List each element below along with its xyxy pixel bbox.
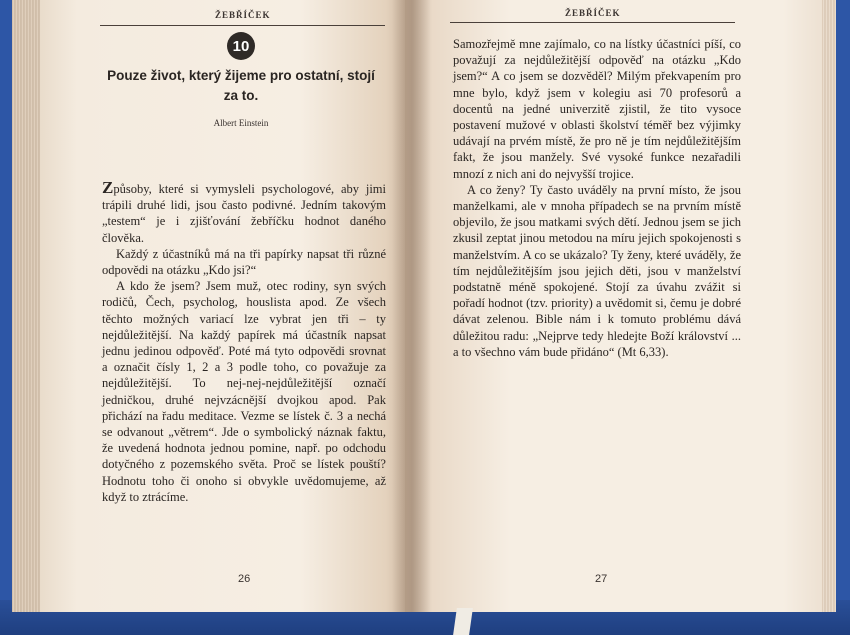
left-body-text (102, 180, 386, 505)
left-running-head: ŽEBŘÍČEK (215, 10, 271, 20)
right-body-text (453, 36, 741, 360)
right-page-number: 27 (595, 573, 608, 585)
paragraph (102, 180, 386, 246)
book-gutter (392, 0, 432, 612)
paragraph-text: působy, které si vymysleli psychologové, aby jimi trápili druhé lidi, jsou často podivné. Jedním takovým „testem“ je i zjišťování žebříčku hodnot daného člověka. (102, 182, 386, 245)
right-header-rule (450, 22, 735, 23)
paragraph: Každý z účastníků má na tři papírky napsat tři různé odpovědi na otázku „Kdo jsi?“ (102, 246, 386, 278)
chapter-motto: Pouze život, který žijeme pro ostatní, stojí za to. (107, 68, 375, 103)
paragraph: A co ženy? Ty často uváděly na první místo, že jsou manželkami, ale v mnoha případech se na prvním místě objevilo, že jsou matkami svých dětí. Jednou jsem se jich zkusil zeptat jinou metodou na míru jejich spokojenosti s manželstvím. A co se ukázalo? Ty ženy, které uváděly, že tím nejdůležitějším jsou jejich děti, jsou v manželství podstatně méně spokojené. Stojí za úvahu zvážit si pořadí hodnot (tzv. priority) a uvědomit si, čemu je dobré dávat zelenou. Bible nám i k tomuto problému dává důležitou radu: „Nejprve tedy hledejte Boží království ... a to všechno vám bude přidáno“ (Mt 6,33). (453, 182, 741, 359)
page-edges-right (822, 0, 836, 612)
left-header-rule (100, 25, 385, 26)
left-page-number: 26 (238, 573, 251, 585)
motto-author: Albert Einstein (213, 118, 269, 128)
right-running-head: ŽEBŘÍČEK (565, 8, 621, 18)
paragraph: Samozřejmě mne zajímalo, co na lístky účastníci píší, co považují za nejdůležitější odpověď na otázku „Kdo jsem?“ A co jsem se dozvěděl? Milým překvapením pro mne bylo, když jsem v kolegiu asi 70 profesorů a docentů na jedné univerzitě zjistil, že tito vysoce postavení mužové v oblasti školství téměř bez výjimky udávají na prvém místě, že pro ně je tím nejdůležitějším fakt, že jsou manžely. Své vysoké funkce nezařadili mnozí z nich ani do nejvyšší trojice. (453, 37, 741, 181)
dropcap-letter: Z (102, 178, 114, 197)
chapter-number-badge: 10 (227, 32, 255, 60)
paragraph: A kdo že jsem? Jsem muž, otec rodiny, syn svých rodičů, Čech, psycholog, houslista apod. Ze všech těchto možných variací lze vybrat jen tři – ty nejdůležitější. Na každý papírek má účastník napsat jednu jedinou odpověď. Poté má tyto odpovědi srovnat a označit čísly 1, 2 a 3 podle toho, co považuje za nejdůležitější. To nej-nej-nejdůležitější označí jedničkou, druhé nejvzácnější dvojkou apod. Pak přichází na řadu meditace. Vezme se lístek č. 3 a nechá se odvanout „větrem“. Jde o symbolický náznak faktu, že uvedená hodnota jednou pomine, např. po odchodu dotyčného z pozemského světa. Proč se lístek pouští? Hodnotu toho či onoho si obvykle uvědomujeme, až když to ztrácíme. (102, 279, 386, 504)
